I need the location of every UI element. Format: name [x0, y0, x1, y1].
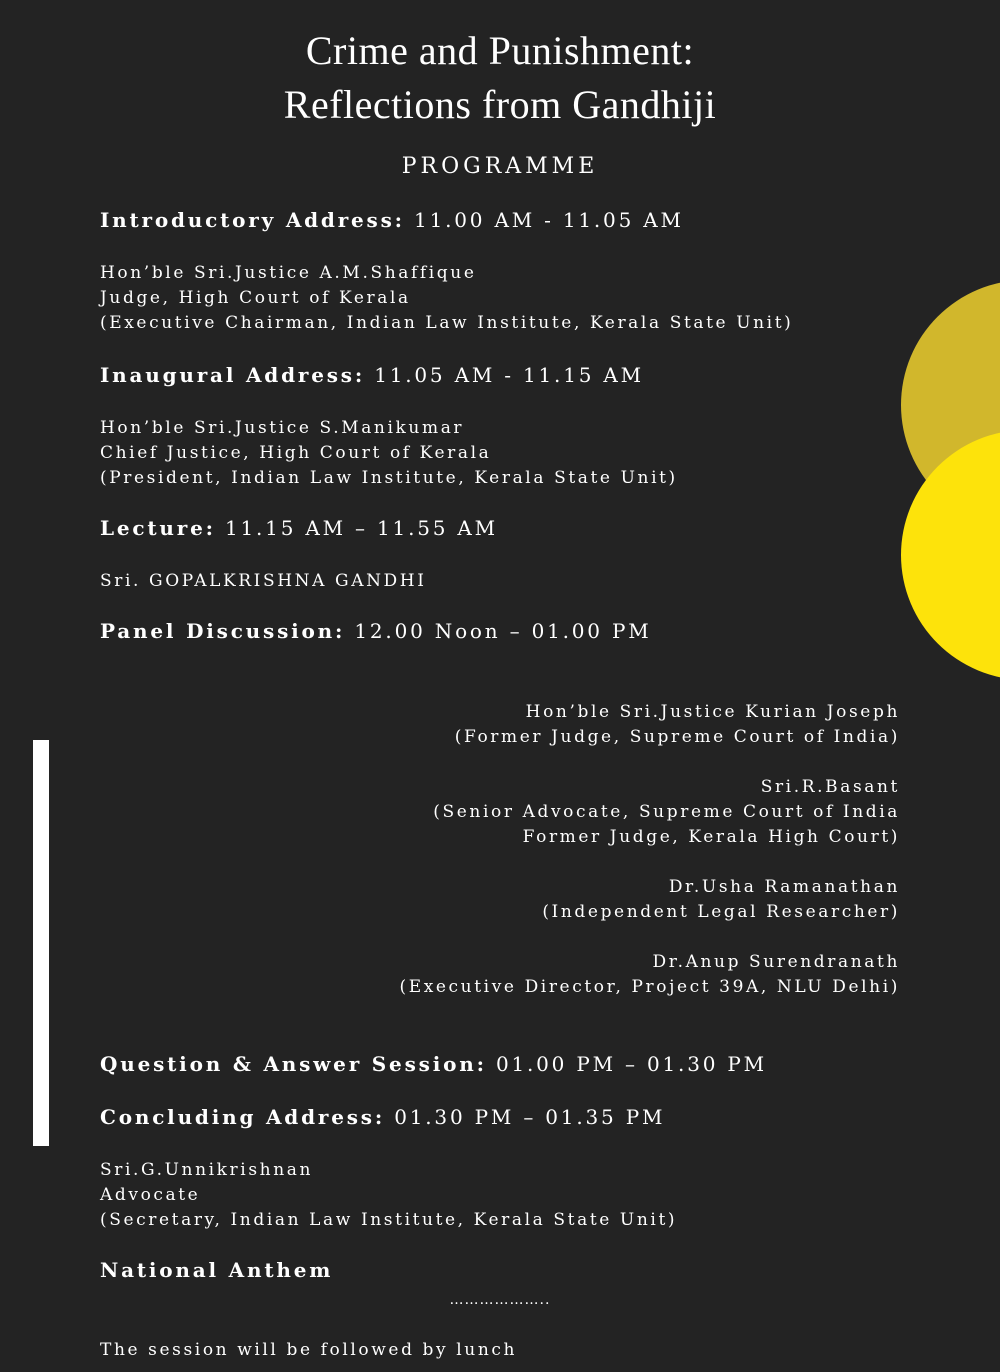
inaugural-heading: [100, 363, 644, 388]
panelist-4-name: Dr.Anup Surendranath: [652, 952, 900, 972]
intro-speaker: [100, 261, 793, 336]
intro-time: 11.00 AM - 11.05 AM: [414, 208, 684, 232]
concluding-heading: [100, 1105, 665, 1130]
concluding-speaker: [100, 1158, 677, 1233]
lecture-time: 11.15 AM – 11.55 AM: [224, 516, 498, 540]
panelist-1-name: Hon’ble Sri.Justice Kurian Joseph: [525, 702, 900, 722]
separator-dots: ………………..: [449, 1292, 551, 1308]
panelist-3: [542, 875, 900, 925]
concluding-speaker-name: Sri.G.Unnikrishnan: [100, 1160, 314, 1180]
panelist-2-role: (Senior Advocate, Supreme Court of India: [433, 802, 900, 822]
concluding-label: Concluding Address:: [100, 1105, 386, 1129]
inaugural-time: 11.05 AM - 11.15 AM: [374, 363, 644, 387]
intro-label: Introductory Address:: [100, 208, 405, 232]
programme-heading: PROGRAMME: [401, 154, 599, 179]
qa-heading: [100, 1052, 767, 1077]
concluding-speaker-affiliation: (Secretary, Indian Law Institute, Kerala State Unit): [100, 1210, 678, 1230]
concluding-time: 01.30 PM – 01.35 PM: [394, 1105, 666, 1129]
qa-time: 01.00 PM – 01.30 PM: [495, 1052, 767, 1076]
inaugural-speaker-name: Hon’ble Sri.Justice S.Manikumar: [100, 418, 465, 438]
panel-heading: [100, 619, 652, 644]
lecture-speaker: Sri. GOPALKRISHNA GANDHI: [100, 571, 427, 591]
panelist-1: [455, 700, 900, 750]
decorative-vertical-bar: [33, 740, 49, 1146]
panelist-2: [433, 775, 900, 850]
panelist-3-name: Dr.Usha Ramanathan: [668, 877, 900, 897]
decorative-circle-yellow: [901, 430, 1000, 680]
inaugural-speaker-affiliation: (President, Indian Law Institute, Kerala State Unit): [100, 468, 678, 488]
panelist-3-role: (Independent Legal Researcher): [542, 902, 900, 922]
lecture-label: Lecture:: [100, 516, 216, 540]
title-line-2: Reflections from Gandhiji: [283, 82, 717, 127]
intro-speaker-role: Judge, High Court of Kerala: [100, 288, 411, 308]
concluding-speaker-role: Advocate: [100, 1185, 201, 1205]
lecture-heading: [100, 516, 498, 541]
panelist-4: [399, 950, 900, 1000]
panelist-2-role-2: Former Judge, Kerala High Court): [522, 827, 900, 847]
panelist-1-role: (Former Judge, Supreme Court of India): [454, 727, 900, 747]
panelist-4-role: (Executive Director, Project 39A, NLU Delhi): [399, 977, 900, 997]
inaugural-label: Inaugural Address:: [100, 363, 366, 387]
intro-heading: [100, 208, 684, 233]
footer-note: The session will be followed by lunch: [100, 1340, 518, 1360]
national-anthem-label: National Anthem: [100, 1258, 334, 1282]
inaugural-speaker: [100, 416, 678, 491]
national-anthem: [100, 1258, 333, 1283]
intro-speaker-affiliation: (Executive Chairman, Indian Law Institute, Kerala State Unit): [100, 313, 794, 333]
panelist-2-name: Sri.R.Basant: [760, 777, 900, 797]
qa-label: Question & Answer Session:: [100, 1052, 487, 1076]
panel-label: Panel Discussion:: [100, 619, 346, 643]
title-line-1: Crime and Punishment:: [305, 28, 695, 73]
intro-speaker-name: Hon’ble Sri.Justice A.M.Shaffique: [100, 263, 477, 283]
panel-time: 12.00 Noon – 01.00 PM: [354, 619, 652, 643]
inaugural-speaker-role: Chief Justice, High Court of Kerala: [100, 443, 492, 463]
page-title: [0, 24, 1000, 132]
